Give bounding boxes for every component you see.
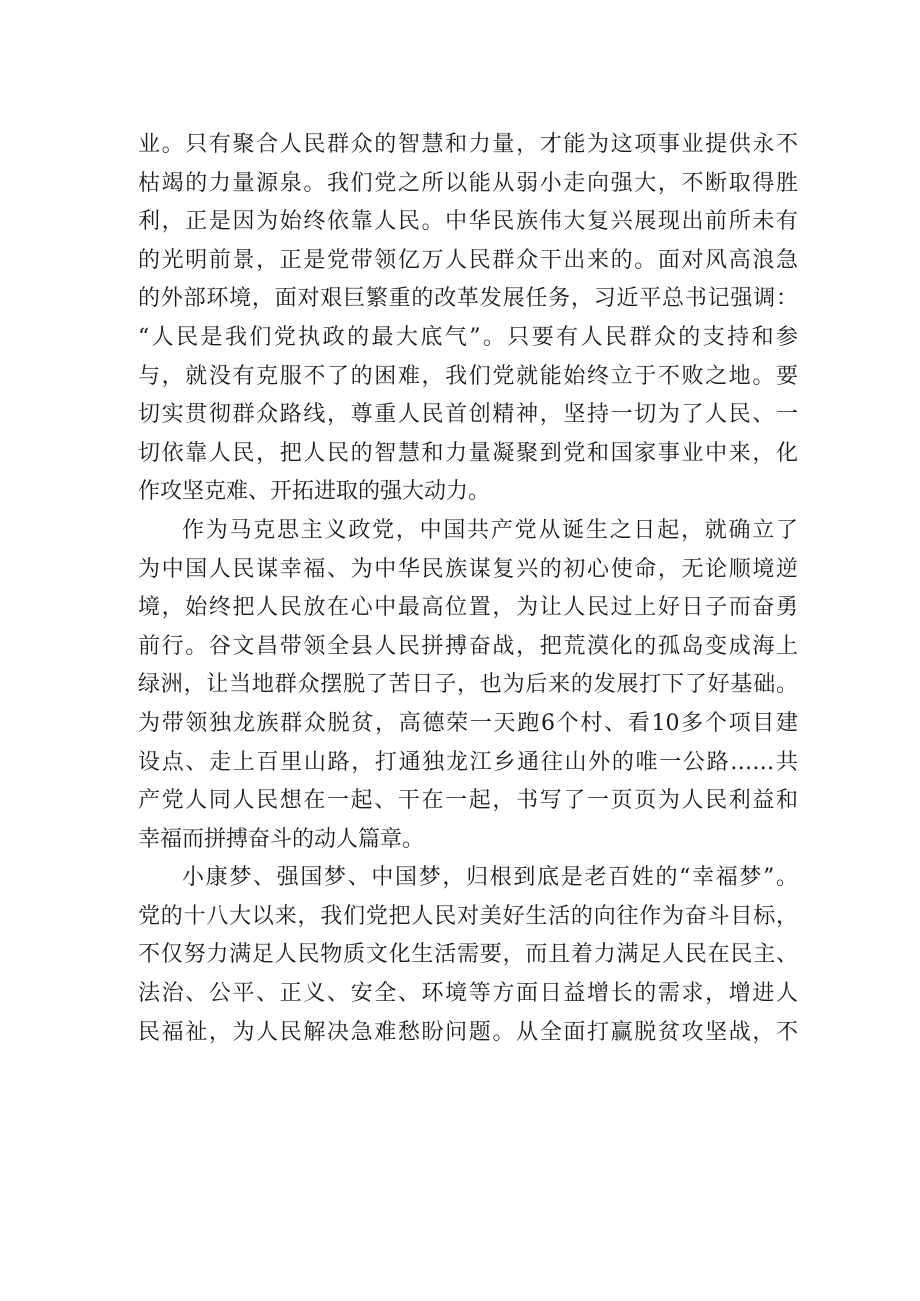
- text-line: 利，正是因为始终依靠人民。中华民族伟大复兴展现出前所未有: [138, 209, 798, 235]
- text-line: “人民是我们党执政的最大底气”。只要有人民群众的支持和参: [138, 324, 798, 350]
- text-line: 的光明前景，正是党带领亿万人民群众干出来的。面对风高浪急: [138, 247, 798, 273]
- text-line: 枯竭的力量源泉。我们党之所以能从弱小走向强大，不断取得胜: [138, 170, 798, 196]
- text-line: 法治、公平、正义、安全、环境等方面日益增长的需求，增进人: [138, 981, 798, 1007]
- text-line: 的外部环境，面对艰巨繁重的改革发展任务，习近平总书记强调：: [138, 286, 798, 312]
- text-line: 绿洲，让当地群众摆脱了苦日子，也为后来的发展打下了好基础。: [138, 672, 798, 698]
- text-line: 为中国人民谋幸福、为中华民族谋复兴的初心使命，无论顺境逆: [138, 556, 798, 582]
- paragraph-first-line: 作为马克思主义政党，中国共产党从诞生之日起，就确立了: [182, 517, 798, 543]
- text-line: 前行。谷文昌带领全县人民拼搏奋战，把荒漠化的孤岛变成海上: [138, 633, 798, 659]
- text-line: 民福祉，为人民解决急难愁盼问题。从全面打赢脱贫攻坚战，不: [138, 1019, 798, 1045]
- text-line: 切实贯彻群众路线，尊重人民首创精神，坚持一切为了人民、一: [138, 402, 798, 428]
- text-line: 与，就没有克服不了的困难，我们党就能始终立于不败之地。要: [138, 363, 798, 389]
- text-line: 不仅努力满足人民物质文化生活需要，而且着力满足人民在民主、: [138, 942, 798, 968]
- paragraph-first-line: 小康梦、强国梦、中国梦，归根到底是老百姓的“幸福梦”。: [182, 865, 798, 891]
- text-line: 境，始终把人民放在心中最高位置，为让人民过上好日子而奋勇: [138, 595, 798, 621]
- text-line: 作攻坚克难、开拓进取的强大动力。: [138, 479, 491, 505]
- text-line: 设点、走上百里山路，打通独龙江乡通往山外的唯一公路……共: [138, 749, 798, 775]
- text-line: 产党人同人民想在一起、干在一起，书写了一页页为人民利益和: [138, 788, 798, 814]
- text-line: 业。只有聚合人民群众的智慧和力量，才能为这项事业提供永不: [138, 132, 798, 157]
- text-line: 切依靠人民，把人民的智慧和力量凝聚到党和国家事业中来，化: [138, 440, 798, 466]
- text-line: 党的十八大以来，我们党把人民对美好生活的向往作为奋斗目标，: [138, 903, 798, 929]
- text-line: 幸福而拼搏奋斗的动人篇章。: [138, 826, 425, 852]
- text-line: 为带领独龙族群众脱贫，高德荣一天跑6个村、看10多个项目建: [138, 710, 798, 736]
- body-text: [138, 126, 798, 1052]
